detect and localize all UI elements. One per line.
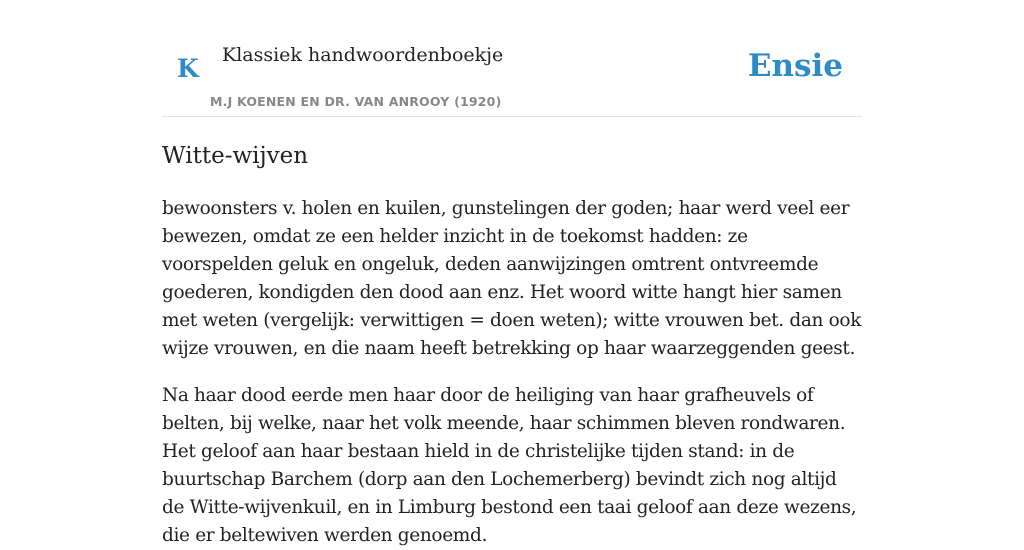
entry-headword: Witte-wijven (162, 143, 309, 169)
definition-paragraph: bewoonsters v. holen en kuilen, gunstelingen der goden; haar werd veel eer bewezen, omdat ze een helder inzicht in de toekomst hadden: ze voorspelden geluk en ongeluk, deden aanwijzingen omtrent ontvreemde goederen, kondigden den dood aan enz. Het woord witte hangt hier samen met weten (vergelijk: verwittigen = doen weten); witte vrouwen bet. dan ook wijze vrouwen, en die naam heeft betrekking op haar waarzeggenden geest. (162, 198, 862, 359)
dictionary-logo[interactable]: K (177, 54, 199, 83)
definition-paragraph: Na haar dood eerde men haar door de heiliging van haar grafheuvels of belten, bij welke, naar het volk meende, haar schimmen bleven rondwaren. Het geloof aan haar bestaan hield in de christelijke tijden stand: in de buurtschap Barchem (dorp aan den Lochemerberg) bevindt zich nog altijd de Witte-wijvenkuil, en in Limburg bestond een taai geloof aan deze wezens, die er beltewiven werden genoemd. (162, 385, 857, 546)
entry-definition (162, 195, 862, 550)
dictionary-title[interactable]: Klassiek handwoordenboekje (222, 44, 504, 66)
ensie-brand-logo[interactable]: Ensie (747, 48, 843, 84)
dictionary-authors: M.J KOENEN EN DR. VAN ANROOY (1920) (210, 94, 502, 109)
dictionary-header (162, 0, 862, 117)
page (162, 0, 862, 550)
